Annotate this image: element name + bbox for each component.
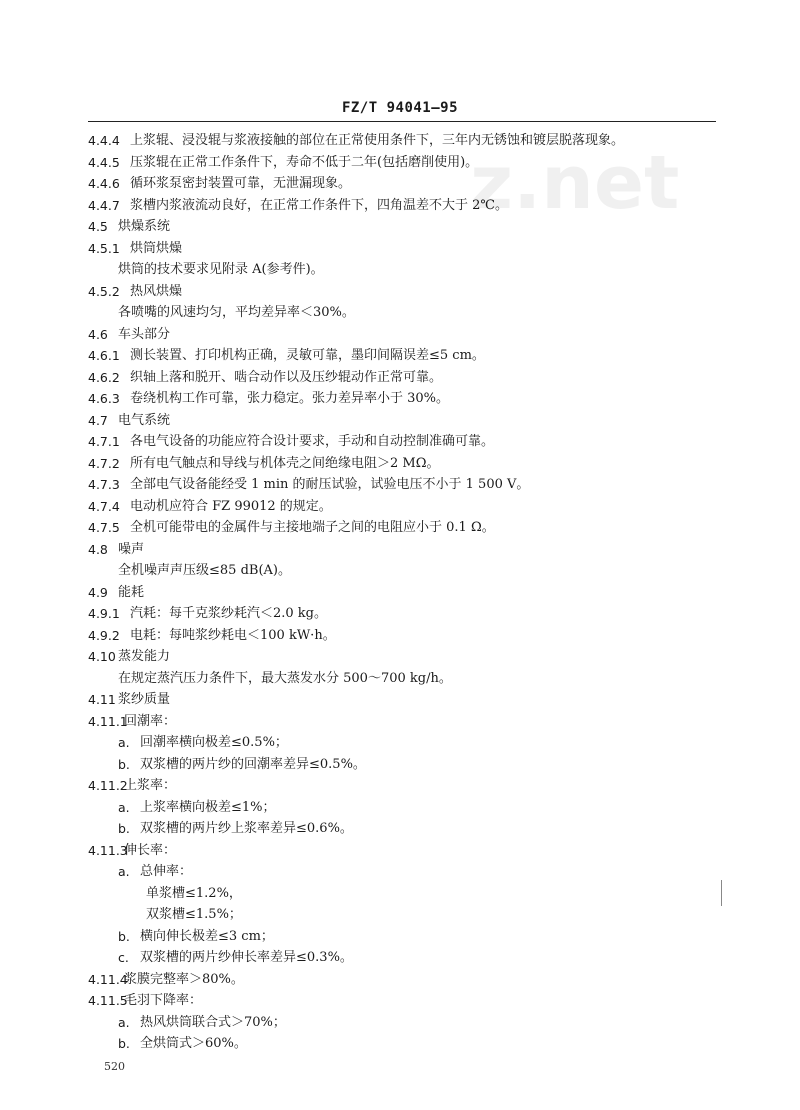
clause-text: 双浆槽的两片纱伸长率差异≤0.3%。 bbox=[140, 950, 353, 965]
clause-text: 全机可能带电的金属件与主接地端子之间的电阻应小于 0.1 Ω。 bbox=[130, 520, 495, 535]
clause-number: 4.11 bbox=[88, 692, 116, 707]
clause-text: 双浆槽的两片纱上浆率差异≤0.6%。 bbox=[140, 821, 353, 836]
content-line bbox=[0, 754, 800, 776]
clause-number: b. bbox=[118, 756, 130, 772]
content-line bbox=[0, 345, 800, 367]
clause-number: 4.6 bbox=[88, 326, 108, 342]
clause-number: 4.7.2 bbox=[88, 455, 120, 471]
content-line bbox=[0, 453, 800, 475]
page-header-code: FZ/T 94041—95 bbox=[341, 100, 459, 116]
clause-number: 4.10 bbox=[88, 649, 116, 664]
clause-number: 4.4.7 bbox=[88, 197, 120, 213]
content-line bbox=[0, 969, 800, 991]
clause-number: 4.5 bbox=[88, 219, 108, 234]
clause-number: c. bbox=[118, 950, 129, 965]
content-line bbox=[0, 926, 800, 948]
clause-number: 4.6.1 bbox=[88, 348, 120, 363]
clause-text: 汽耗：每千克浆纱耗汽＜2.0 kg。 bbox=[130, 606, 328, 621]
clause-text: 烘筒烘燥 bbox=[130, 240, 183, 256]
content-line bbox=[0, 431, 800, 453]
content-line bbox=[0, 367, 800, 389]
content-line bbox=[0, 625, 800, 647]
clause-text: 浆纱质量 bbox=[118, 692, 171, 707]
clause-text: 热风烘筒联合式＞70%； bbox=[140, 1014, 286, 1030]
clause-number: 4.6.2 bbox=[88, 369, 120, 385]
clause-number: a. bbox=[118, 864, 130, 879]
clause-number: 4.7.3 bbox=[88, 477, 120, 492]
content-line bbox=[0, 947, 800, 969]
clause-text: 横向伸长极差≤3 cm； bbox=[140, 928, 274, 944]
clause-number: 4.11.4 bbox=[88, 971, 128, 987]
clause-text: 各电气设备的功能应符合设计要求，手动和自动控制准确可靠。 bbox=[130, 434, 495, 449]
clause-text: 车头部分 bbox=[118, 326, 171, 342]
content-line bbox=[0, 990, 800, 1012]
content-line bbox=[0, 238, 800, 260]
content-line bbox=[0, 732, 800, 754]
content-line bbox=[0, 582, 800, 604]
content-line bbox=[0, 496, 800, 518]
content-line bbox=[0, 130, 800, 152]
clause-number: 4.7.1 bbox=[88, 434, 120, 449]
clause-text: 回潮率横向极差≤0.5%； bbox=[140, 735, 288, 750]
clause-number: 4.8 bbox=[88, 541, 108, 557]
clause-text: 总伸率： bbox=[140, 864, 193, 879]
clause-text: 所有电气触点和导线与机体壳之间绝缘电阻＞2 MΩ。 bbox=[130, 455, 440, 471]
clause-text: 在规定蒸汽压力条件下，最大蒸发水分 500～700 kg/h。 bbox=[118, 670, 452, 686]
clause-text: 上浆率： bbox=[124, 778, 177, 793]
content-line bbox=[0, 539, 800, 561]
clause-text: 浆槽内浆液流动良好，在正常工作条件下，四角温差不大于 2℃。 bbox=[130, 197, 508, 213]
clause-number: 4.4.5 bbox=[88, 154, 120, 170]
clause-number: 4.11.2 bbox=[88, 778, 128, 793]
clause-number: 4.6.3 bbox=[88, 391, 120, 406]
content-line bbox=[0, 388, 800, 410]
content-lines bbox=[0, 130, 800, 1055]
clause-number: 4.7 bbox=[88, 412, 108, 428]
clause-text: 卷绕机构工作可靠，张力稳定。张力差异率小于 30%。 bbox=[130, 391, 450, 406]
clause-number: 4.11.5 bbox=[88, 993, 128, 1008]
clause-text: 毛羽下降率： bbox=[124, 993, 203, 1008]
clause-number: 4.9.1 bbox=[88, 606, 120, 621]
clause-number: a. bbox=[118, 1014, 130, 1030]
clause-number: 4.5.1 bbox=[88, 240, 120, 256]
content-line bbox=[0, 818, 800, 840]
content-line bbox=[0, 775, 800, 797]
clause-text: 压浆辊在正常工作条件下，寿命不低于二年(包括磨削使用)。 bbox=[130, 154, 479, 170]
clause-text: 烘筒的技术要求见附录 A(参考件)。 bbox=[118, 262, 324, 277]
header-rule bbox=[88, 121, 716, 122]
clause-number: a. bbox=[118, 735, 130, 750]
content-line bbox=[0, 646, 800, 668]
clause-text: 回潮率： bbox=[124, 713, 177, 729]
content-line bbox=[0, 603, 800, 625]
content-line bbox=[0, 152, 800, 174]
content-line bbox=[0, 173, 800, 195]
clause-text: 双浆槽的两片纱的回潮率差异≤0.5%。 bbox=[140, 756, 366, 772]
clause-text: 上浆辊、浸没辊与浆液接触的部位在正常使用条件下，三年内无锈蚀和镀层脱落现象。 bbox=[130, 133, 625, 148]
clause-text: 蒸发能力 bbox=[118, 649, 171, 664]
clause-number: 4.4.4 bbox=[88, 133, 120, 148]
clause-number: 4.7.5 bbox=[88, 520, 120, 535]
clause-text: 单浆槽≤1.2%， bbox=[146, 885, 242, 901]
clause-number: 4.11.1 bbox=[88, 713, 128, 729]
clause-text: 全烘筒式＞60%。 bbox=[140, 1036, 247, 1051]
clause-text: 电动机应符合 FZ 99012 的规定。 bbox=[130, 498, 332, 514]
clause-text: 电气系统 bbox=[118, 412, 171, 428]
clause-text: 测长装置、打印机构正确，灵敏可靠，墨印间隔误差≤5 cm。 bbox=[130, 348, 485, 363]
scan-mark bbox=[721, 880, 722, 906]
clause-text: 全部电气设备能经受 1 min 的耐压试验，试验电压不小于 1 500 V。 bbox=[130, 477, 530, 492]
clause-number: 4.9 bbox=[88, 584, 108, 600]
content-line bbox=[0, 861, 800, 883]
clause-text: 浆膜完整率＞80%。 bbox=[124, 971, 244, 987]
clause-text: 全机噪声声压级≤85 dB(A)。 bbox=[118, 563, 291, 578]
content-line bbox=[0, 711, 800, 733]
content-line bbox=[0, 904, 800, 926]
content-line bbox=[0, 259, 800, 281]
content-line bbox=[0, 474, 800, 496]
clause-number: 4.4.6 bbox=[88, 176, 120, 191]
clause-text: 热风烘燥 bbox=[130, 283, 183, 299]
clause-text: 能耗 bbox=[118, 584, 145, 600]
content-line bbox=[0, 668, 800, 690]
clause-text: 噪声 bbox=[118, 541, 145, 557]
content-line bbox=[0, 1012, 800, 1034]
clause-text: 电耗：每吨浆纱耗电＜100 kW·h。 bbox=[130, 627, 336, 643]
content-line bbox=[0, 324, 800, 346]
clause-number: 4.5.2 bbox=[88, 283, 120, 299]
clause-number: 4.11.3 bbox=[88, 842, 128, 858]
clause-text: 上浆率横向极差≤1%； bbox=[140, 799, 276, 815]
content-line bbox=[0, 797, 800, 819]
content-line bbox=[0, 689, 800, 711]
content-line bbox=[0, 517, 800, 539]
content-line bbox=[0, 840, 800, 862]
content-line bbox=[0, 883, 800, 905]
page-number: 520 bbox=[104, 1060, 125, 1073]
clause-number: b. bbox=[118, 1036, 130, 1051]
content-line bbox=[0, 216, 800, 238]
clause-text: 双浆槽≤1.5%； bbox=[146, 907, 242, 922]
clause-text: 伸长率： bbox=[124, 842, 177, 858]
watermark: z.net bbox=[470, 140, 680, 226]
clause-number: b. bbox=[118, 821, 130, 836]
content-line bbox=[0, 1033, 800, 1055]
clause-text: 各喷嘴的风速均匀，平均差异率＜30%。 bbox=[118, 305, 355, 320]
clause-text: 烘燥系统 bbox=[118, 219, 171, 234]
clause-number: a. bbox=[118, 799, 130, 815]
clause-number: 4.9.2 bbox=[88, 627, 120, 643]
content-line bbox=[0, 410, 800, 432]
clause-text: 织轴上落和脱开、啮合动作以及压纱辊动作正常可靠。 bbox=[130, 369, 443, 385]
content-line bbox=[0, 302, 800, 324]
clause-number: b. bbox=[118, 928, 130, 944]
clause-number: 4.7.4 bbox=[88, 498, 120, 514]
content-line bbox=[0, 281, 800, 303]
content-line bbox=[0, 560, 800, 582]
content-line bbox=[0, 195, 800, 217]
clause-text: 循环浆泵密封装置可靠，无泄漏现象。 bbox=[130, 176, 352, 191]
